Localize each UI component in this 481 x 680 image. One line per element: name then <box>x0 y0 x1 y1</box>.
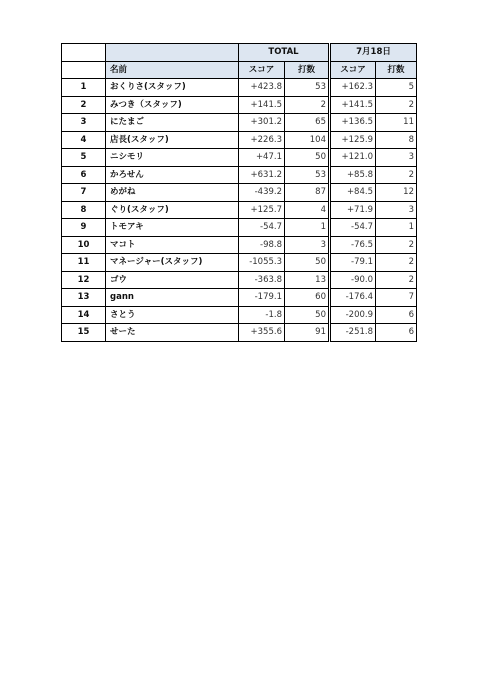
name-group-cell <box>106 44 239 62</box>
day-score-cell: +84.5 <box>331 184 376 202</box>
total-score-cell: +125.7 <box>239 201 285 219</box>
rank-cell: 1 <box>62 79 106 97</box>
table-row <box>62 271 417 289</box>
day-score-cell: +162.3 <box>331 79 376 97</box>
player-name-cell: めがね <box>106 184 239 202</box>
table-row <box>62 149 417 167</box>
day-hits-cell: 11 <box>376 114 417 132</box>
day-score-cell: -251.8 <box>331 324 376 342</box>
day-hits-cell: 1 <box>376 219 417 237</box>
day-hits-cell: 12 <box>376 184 417 202</box>
day-score-cell: -76.5 <box>331 236 376 254</box>
player-name-cell: ニシモリ <box>106 149 239 167</box>
total-score-cell: +355.6 <box>239 324 285 342</box>
table-row <box>62 219 417 237</box>
player-name-cell: 店長(スタッフ) <box>106 131 239 149</box>
total-hits-cell: 91 <box>285 324 329 342</box>
score-table <box>61 43 417 342</box>
player-name-cell: かろせん <box>106 166 239 184</box>
rank-cell: 10 <box>62 236 106 254</box>
total-hits-cell: 53 <box>285 79 329 97</box>
day-score-cell: -79.1 <box>331 254 376 272</box>
rank-cell: 12 <box>62 271 106 289</box>
player-name-cell: さとう <box>106 306 239 324</box>
total-hits-header: 打数 <box>285 61 329 79</box>
day-score-cell: +121.0 <box>331 149 376 167</box>
day-score-cell: +71.9 <box>331 201 376 219</box>
group-header-row <box>62 44 417 62</box>
day-hits-cell: 2 <box>376 96 417 114</box>
day-hits-cell: 8 <box>376 131 417 149</box>
day-score-cell: +85.8 <box>331 166 376 184</box>
total-hits-cell: 50 <box>285 149 329 167</box>
rank-cell: 4 <box>62 131 106 149</box>
table-row <box>62 289 417 307</box>
rank-cell: 14 <box>62 306 106 324</box>
day-score-cell: -200.9 <box>331 306 376 324</box>
player-name-cell: マネージャー(スタッフ) <box>106 254 239 272</box>
total-score-cell: -54.7 <box>239 219 285 237</box>
total-score-cell: +631.2 <box>239 166 285 184</box>
rank-cell: 8 <box>62 201 106 219</box>
table-row <box>62 79 417 97</box>
day-hits-cell: 2 <box>376 166 417 184</box>
total-score-cell: +141.5 <box>239 96 285 114</box>
total-hits-cell: 3 <box>285 236 329 254</box>
player-name-cell: ぐり(スタッフ) <box>106 201 239 219</box>
day-hits-cell: 2 <box>376 236 417 254</box>
day-score-cell: +136.5 <box>331 114 376 132</box>
total-hits-cell: 1 <box>285 219 329 237</box>
rank-cell: 11 <box>62 254 106 272</box>
total-hits-cell: 2 <box>285 96 329 114</box>
rank-cell: 7 <box>62 184 106 202</box>
day-hits-header: 打数 <box>376 61 417 79</box>
table-row <box>62 184 417 202</box>
total-score-cell: +423.8 <box>239 79 285 97</box>
total-score-cell: -439.2 <box>239 184 285 202</box>
day-score-header: スコア <box>331 61 376 79</box>
corner-cell <box>62 44 106 62</box>
rank-cell: 9 <box>62 219 106 237</box>
date-group-header: 7月18日 <box>331 44 417 62</box>
day-score-cell: -176.4 <box>331 289 376 307</box>
total-hits-cell: 4 <box>285 201 329 219</box>
table-row <box>62 324 417 342</box>
total-hits-cell: 65 <box>285 114 329 132</box>
table-row <box>62 254 417 272</box>
day-score-cell: +125.9 <box>331 131 376 149</box>
total-score-cell: -179.1 <box>239 289 285 307</box>
rank-cell: 5 <box>62 149 106 167</box>
player-name-cell: にたまご <box>106 114 239 132</box>
table-row <box>62 96 417 114</box>
total-hits-cell: 50 <box>285 306 329 324</box>
player-name-cell: ゴウ <box>106 271 239 289</box>
total-score-cell: -1055.3 <box>239 254 285 272</box>
table-row <box>62 166 417 184</box>
day-hits-cell: 3 <box>376 201 417 219</box>
total-score-header: スコア <box>239 61 285 79</box>
name-column-header: 名前 <box>106 61 239 79</box>
table-row <box>62 236 417 254</box>
rank-cell: 2 <box>62 96 106 114</box>
total-score-cell: -98.8 <box>239 236 285 254</box>
player-name-cell: おくりさ(スタッフ) <box>106 79 239 97</box>
total-hits-cell: 87 <box>285 184 329 202</box>
day-hits-cell: 7 <box>376 289 417 307</box>
total-hits-cell: 104 <box>285 131 329 149</box>
total-hits-cell: 13 <box>285 271 329 289</box>
day-hits-cell: 6 <box>376 306 417 324</box>
total-hits-cell: 53 <box>285 166 329 184</box>
player-name-cell: マコト <box>106 236 239 254</box>
day-hits-cell: 6 <box>376 324 417 342</box>
day-score-cell: -54.7 <box>331 219 376 237</box>
column-header-row <box>62 61 417 79</box>
rank-cell: 13 <box>62 289 106 307</box>
total-score-cell: -1.8 <box>239 306 285 324</box>
rank-cell: 3 <box>62 114 106 132</box>
table-row <box>62 131 417 149</box>
day-score-cell: -90.0 <box>331 271 376 289</box>
total-group-header: TOTAL <box>239 44 329 62</box>
day-hits-cell: 5 <box>376 79 417 97</box>
table-row <box>62 306 417 324</box>
day-hits-cell: 2 <box>376 254 417 272</box>
day-hits-cell: 3 <box>376 149 417 167</box>
player-name-cell: せーた <box>106 324 239 342</box>
player-name-cell: gann <box>106 289 239 307</box>
total-hits-cell: 60 <box>285 289 329 307</box>
total-score-cell: -363.8 <box>239 271 285 289</box>
rank-cell: 6 <box>62 166 106 184</box>
player-name-cell: トモアキ <box>106 219 239 237</box>
table-row <box>62 114 417 132</box>
day-score-cell: +141.5 <box>331 96 376 114</box>
total-score-cell: +301.2 <box>239 114 285 132</box>
table-row <box>62 201 417 219</box>
day-hits-cell: 2 <box>376 271 417 289</box>
total-score-cell: +47.1 <box>239 149 285 167</box>
total-score-cell: +226.3 <box>239 131 285 149</box>
total-hits-cell: 50 <box>285 254 329 272</box>
player-name-cell: みつき（スタッフ) <box>106 96 239 114</box>
rank-cell: 15 <box>62 324 106 342</box>
corner-cell <box>62 61 106 79</box>
